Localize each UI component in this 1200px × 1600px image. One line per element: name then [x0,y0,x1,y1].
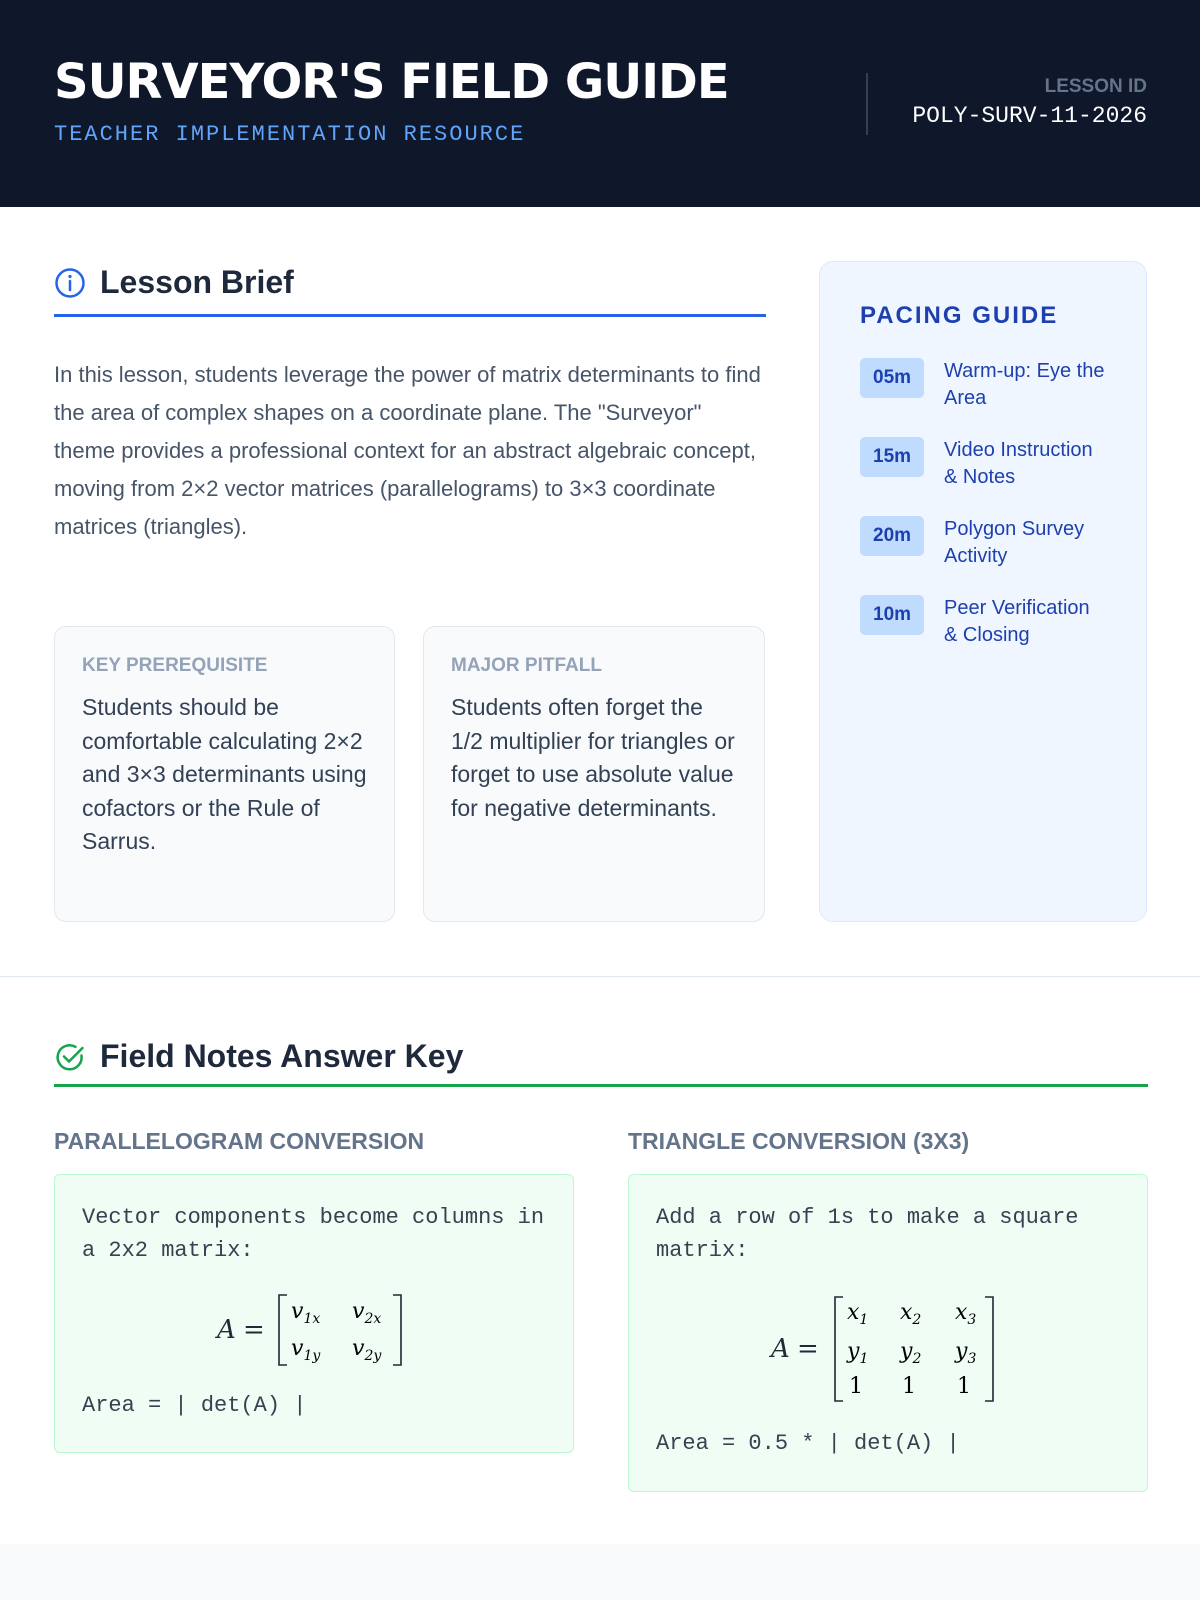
svg-text:1: 1 [957,1374,971,1399]
answer-key-rule [54,1084,1148,1087]
svg-text:A: A [217,1315,236,1345]
svg-text:1: 1 [902,1374,916,1399]
pacing-item [860,437,1106,490]
pacing-time-badge: 15m [860,437,924,477]
pacing-item [860,595,1106,648]
prerequisite-label: KEY PREREQUISITE [82,655,268,676]
pitfall-label: MAJOR PITFALL [451,655,602,676]
pacing-item-label: Video Instruction & Notes [944,439,1093,488]
pacing-item-label: Peer Verification & Closing [944,597,1090,646]
pacing-time-badge: 20m [860,516,924,556]
page-title: SURVEYOR'S FIELD GUIDE [54,54,729,110]
footer-band [0,1544,1200,1600]
header-divider [866,73,868,135]
prerequisite-card [54,626,395,922]
svg-text:=: = [243,1315,265,1345]
check-circle-icon [54,1041,86,1073]
svg-text:y1: $y_1$ [847,1339,869,1367]
section-separator [0,976,1200,977]
pacing-guide [819,261,1147,922]
triangle-formula: Area = 0.5 * | det(A) | [656,1431,960,1456]
pacing-item-label: Warm-up: Eye the Area [944,360,1105,409]
svg-text:v1y: $v_{1y}$ [291,1336,321,1364]
answer-key-heading [54,1038,463,1075]
lesson-brief-text: In this lesson, students leverage the power of matrix determinants to find the area of complex shapes on a coordinate plane. The "Surveyor" theme provides a professional context for an abstract algebraic concept, moving from 2×2 vector matrices (parallelograms) to 3×3 coordinate matrices (triangles). [54,362,761,539]
lesson-brief-title: Lesson Brief [100,264,294,300]
svg-text:=: = [797,1334,819,1364]
parallelogram-answer-box [54,1174,574,1453]
svg-text:1: 1 [849,1374,863,1399]
parallelogram-description: Vector components become columns in a 2x2 matrix: [82,1205,545,1263]
svg-text:A: A [771,1334,790,1364]
page-subtitle: TEACHER IMPLEMENTATION RESOURCE [54,122,526,147]
svg-text:y2: $y_2$ [900,1339,922,1367]
pacing-guide-title: PACING GUIDE [860,302,1059,329]
page-header [0,0,1200,207]
svg-text:y3: $y_3$ [955,1339,977,1367]
pacing-item [860,358,1106,411]
svg-text:x1: $x_1$ [847,1300,869,1328]
matrix-2x2 [215,1291,415,1369]
svg-text:v2y: $v_{2y}$ [352,1336,382,1364]
lesson-brief-heading [54,264,294,301]
triangle-description: Add a row of 1s to make a square matrix: [656,1205,1079,1263]
pacing-time-badge: 10m [860,595,924,635]
lesson-id-label: LESSON ID [1044,76,1147,97]
triangle-answer-box [628,1174,1148,1492]
info-icon [54,267,86,299]
matrix-3x3 [769,1293,1009,1405]
answer-key-title: Field Notes Answer Key [100,1038,464,1074]
pacing-item [860,516,1106,569]
pitfall-card [423,626,765,922]
svg-text:v1x: $v_{1x}$ [291,1299,321,1327]
svg-text:x3: $x_3$ [955,1300,977,1328]
svg-text:x2: $x_2$ [900,1300,922,1328]
pitfall-text: Students often forget the 1/2 multiplier for triangles or forget to use absolute value for negative determinants. [451,694,735,821]
pacing-time-badge: 05m [860,358,924,398]
lesson-brief-rule [54,314,766,317]
parallelogram-formula: Area = | det(A) | [82,1393,307,1418]
parallelogram-title: PARALLELOGRAM CONVERSION [54,1128,425,1154]
pacing-item-label: Polygon Survey Activity [944,518,1085,567]
lesson-id-value: POLY-SURV-11-2026 [912,103,1147,129]
svg-text:v2x: $v_{2x}$ [352,1299,382,1327]
triangle-title: TRIANGLE CONVERSION (3X3) [628,1128,970,1154]
prerequisite-text: Students should be comfortable calculating 2×2 and 3×3 determinants using cofactors or the Rule of Sarrus. [82,694,367,854]
